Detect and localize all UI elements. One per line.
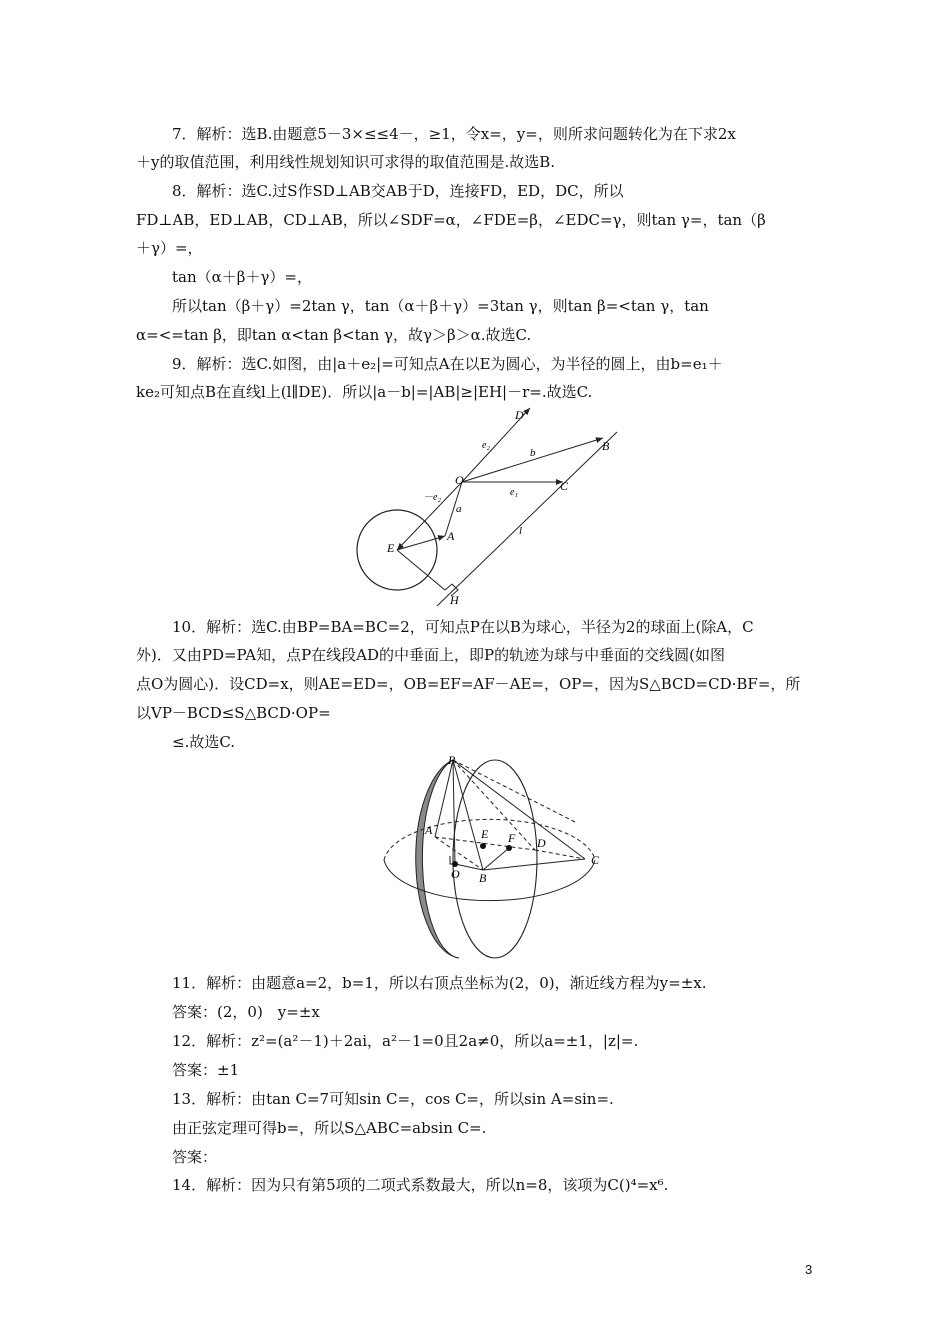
point-f — [506, 845, 512, 851]
label-p: P — [448, 753, 456, 767]
text-line: ke₂可知点B在直线l上(l∥DE)．所以|a－b|=|AB|≥|EH|－r=.故选C. — [136, 383, 593, 401]
label-a: A — [425, 823, 433, 837]
segment-aux — [453, 760, 575, 822]
line-l — [437, 432, 617, 606]
label-neg-e2: －e₂ — [423, 492, 441, 503]
text-line: 10．解析：选C.由BP=BA=BC=2，可知点P在以B为球心，半径为2的球面上(除A，C — [172, 618, 754, 636]
text-line: ≤.故选C. — [172, 733, 236, 751]
text-line: 点O为圆心)．设CD=x，则AE=ED=，OB=EF=AF－AE=，OP=，因为S△BCD=CD·BF=，所 — [136, 675, 801, 693]
label-o: O — [451, 867, 460, 881]
label-e: E — [481, 827, 489, 841]
label-e: E — [387, 541, 395, 555]
page-number: 3 — [805, 1262, 813, 1277]
text-line: 7．解析：选B.由题意5－3×≤≤4－，≥1，令x=，y=，则所求问题转化为在下求2x — [172, 125, 736, 143]
text-line: 所以tan（β＋γ）=2tan γ，tan（α＋β＋γ）=3tan γ，则tan β=<tan γ，tan — [172, 297, 709, 315]
segment-bf — [483, 848, 509, 870]
text-line: 答案：(2，0) y=±x — [172, 1003, 320, 1021]
label-l: l — [519, 525, 523, 537]
text-line: 以VP－BCD≤S△BCD·OP= — [136, 704, 331, 722]
label-b: B — [479, 871, 487, 885]
text-line: 由正弦定理可得b=，所以S△ABC=absin C=. — [172, 1119, 487, 1137]
label-b: B — [602, 439, 610, 453]
label-o: O — [455, 473, 464, 487]
segment-eh — [397, 550, 445, 590]
text-line: 14．解析：因为只有第5项的二项式系数最大，所以n=8，该项为C()⁴=x⁶. — [172, 1176, 669, 1194]
text-line: 答案：±1 — [172, 1061, 240, 1079]
text-line: tan（α＋β＋γ）=， — [172, 268, 312, 286]
label-d: D — [515, 408, 524, 422]
label-h: H — [450, 593, 459, 607]
text-line: 13．解析：由tan C=7可知sin C=，cos C=，所以sin A=sin=. — [172, 1090, 614, 1108]
label-f: F — [508, 831, 516, 845]
label-vec-b: b — [530, 447, 536, 459]
text-line: α=<=tan β，即tan α<tan β<tan γ，故γ＞β＞α.故选C. — [136, 326, 532, 344]
point-e — [480, 843, 486, 849]
vector-geometry-figure — [345, 404, 635, 609]
sphere-geometry-figure — [375, 752, 615, 964]
segment-pc — [453, 760, 585, 859]
text-line: 12．解析：z²=(a²－1)＋2ai，a²－1=0且2a≠0，所以a=±1，|z|=. — [172, 1032, 639, 1050]
label-a: A — [447, 529, 455, 543]
label-vec-a: a — [456, 503, 462, 515]
text-line: 9．解析：选C.如图，由|a＋e₂|=可知点A在以E为圆心，为半径的圆上，由b=e₁＋ — [172, 355, 723, 373]
segment-bc — [483, 859, 585, 870]
segment-dc — [535, 850, 585, 859]
text-line: FD⊥AB，ED⊥AB，CD⊥AB，所以∠SDF=α，∠FDE=β，∠EDC=γ，则tan γ=，tan（β — [136, 211, 766, 229]
text-line: 外)．又由PD=PA知，点P在线段AD的中垂面上，即P的轨迹为球与中垂面的交线圆(如图 — [136, 646, 725, 664]
text-line: 答案： — [172, 1148, 218, 1166]
segment-pa — [435, 760, 453, 837]
intersection-circle — [453, 760, 537, 958]
label-c: C — [560, 479, 569, 493]
text-line: 8．解析：选C.过S作SD⊥AB交AB于D，连接FD，ED，DC，所以 — [172, 182, 624, 200]
label-e1: e₁ — [510, 487, 518, 498]
text-line: ＋γ）=， — [136, 239, 203, 257]
text-line: 11．解析：由题意a=2，b=1，所以右顶点坐标为(2，0)，渐近线方程为y=±x. — [172, 974, 707, 992]
label-e2: e₂ — [482, 440, 490, 451]
label-c: C — [591, 853, 600, 867]
text-line: ＋y的取值范围，利用线性规划知识可求得的取值范围是.故选B. — [136, 153, 556, 171]
label-d: D — [537, 836, 546, 850]
